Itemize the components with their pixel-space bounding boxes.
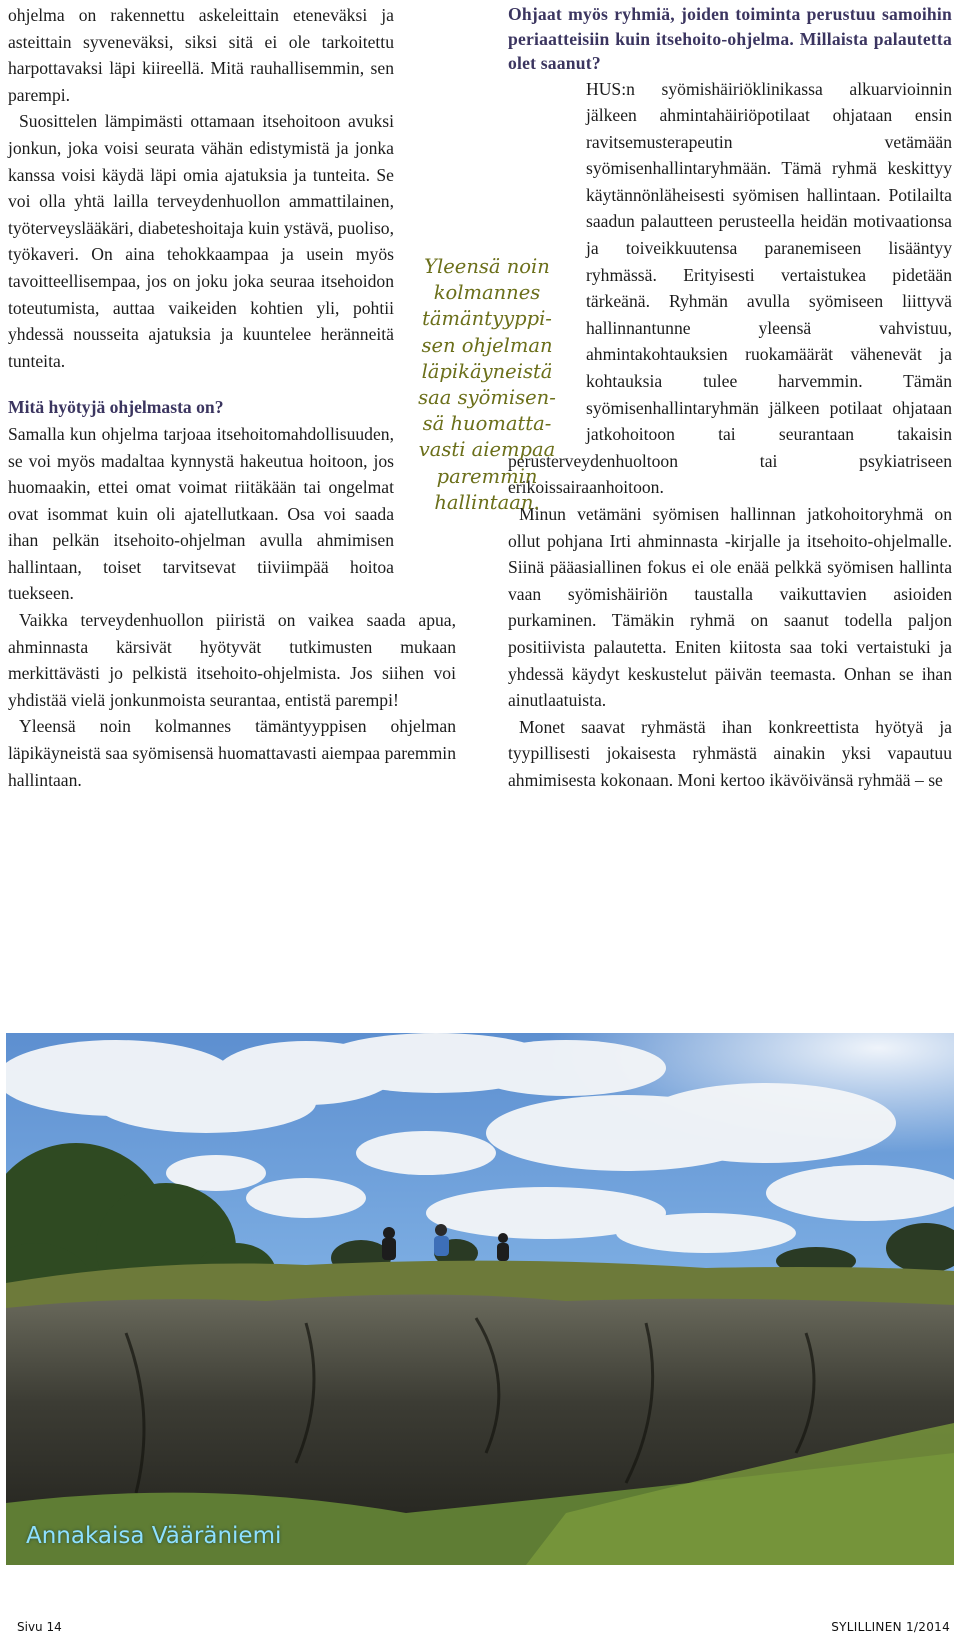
pull-quote-line: tämäntyyppi- [422,307,552,331]
page-number: Sivu 14 [17,1620,62,1634]
pull-quote-line: läpikäyneistä [421,359,553,383]
right-paragraph-3: Monet saavat ryhmästä ihan konkreettista hyötyä ja tyypillisesti jokaisesta ryhmästä ainakin yksi vapautuu ahmimisesta kokonaan. Moni kertoo ikävöivänsä ryhmää – se [508,716,952,790]
pull-quote-line: vasti aiempaa [418,438,556,462]
section-heading-groups: Ohjaat myös ryhmiä, joiden toiminta perustuu samoihin periaatteisiin kuin itsehoito-ohjelma. Millaista palautetta olet saanut? [508,4,952,73]
issue-label: SYLILLINEN 1/2014 [831,1620,950,1634]
right-column [508,2,952,794]
landscape-photo [6,1033,954,1565]
left-paragraph-5: Yleensä noin kolmannes tämäntyyppisen ohjelman läpikäyneistä saa syömisensä huomattavasti aiempaa paremmin hallintaan. [8,716,456,790]
pull-quote-line: paremmin [436,464,538,488]
section-heading-benefits: Mitä hyötyjä ohjelmasta on? [8,397,224,418]
right-paragraph-2: Minun vetämäni syömisen hallinnan jatkohoitoryhmä on ollut pohjana Irti ahminnasta -kirjalle ja itsehoito-ohjelmalle. Siinä pääasiallinen fokus ei ole enää pelkkä syömisen hallinta vaan syömishäiriön taustalla vaikuttavien asioiden purkaminen. Tämäkin ryhmä on saanut todella paljon positiivista palautetta. Eniten kiitosta saa toki vertaistuki ja yhdessä käydyt keskustelut päivän teemasta. Onhan se ihan ainutlaatuista. [508,504,952,711]
pull-quote-line: saa syömisen- [418,386,556,410]
pull-quote-line: sä huomatta- [422,412,552,436]
pull-quote-line: Yleensä noin [424,255,550,278]
photo-credit: Annakaisa Vääräniemi [26,1523,282,1549]
left-paragraph-2: Suosittelen lämpimästi ottamaan itsehoitoon avuksi jonkun, joka voisi seurata vähän edistymistä ja jonka kanssa voisi käydä läpi omia ajatuksia ja tunteita. Se voi olla yhtä lailla terveydenhuollon ammattilainen, työterveyslääkäri, diabeteshoitaja kuin ystävä, puoliso, työkaveri. On aina tehokkaampaa ja usein myös tavoitteellisempaa, jos on joku joka seuraa itsehoidon toteutumista, auttaa vaikeiden kohtien yli, pohtii yhdessä nousseita ajatuksia ja kuuntelee heränneitä tunteita. [8,111,394,371]
rocky-hill-photo-illustration [6,1033,954,1565]
pull-quote-line: kolmannes [433,281,541,305]
pull-quote-line: hallintaan. [434,490,540,514]
left-paragraph-1: ohjelma on rakennettu askeleittain eteneväksi ja asteittain syveneväksi, siksi sitä ei ole tarkoitettu harpottavaksi läpi kiireellä. Mitä rauhallisemmin, sen parempi. [8,5,394,105]
left-paragraph-4: Vaikka terveydenhuollon piiristä on vaikea saada apua, ahminnasta kärsivät hyötyvät tutkimusten mukaan merkittävästi jo pelkistä itsehoito-ohjelmista. Jos siihen voi yhdistää vielä jonkunmoista seurantaa, entistä parempi! [8,610,456,710]
left-paragraph-3: Samalla kun ohjelma tarjoaa itsehoitomahdollisuuden, se voi myös madaltaa kynnystä hakeutua hoitoon, jos huomaakin, ettei omat voimat riitäkään tai ongelmat ovat isommat kuin oli ajatellutkaan. Osa voi saada ihan pelkän itsehoito-ohjelman avulla ahmimisen hallintaan, toiset tarvitsevat tiiviimpää hoitoa tuekseen. [8,423,394,604]
left-column [8,2,456,793]
pull-quote [402,254,572,516]
right-paragraph-1: HUS:n syömishäiriöklinikassa alkuarvioinnin jälkeen ahmintahäiriöpotilaat ohjataan ensin ravitsemusterapeutin vetämään syömisenhallintaryhmään. Tämä ryhmä keskittyy käytännönläheisesti syömisen hallintaan. Potilailta saadun palautteen perusteella heidän motivaationsa ja toiveikkuutensa paranemiseen lisääntyy ryhmässä. Erityisesti vertaistukea pidetään tärkeänä. Ryhmän avulla syömiseen liittyvä hallinnantunne yleensä vahvistuu, ahmintakohtauksien ruokamäärät vähenevät ja kohtauksia tulee harvemmin. Tämän syömisenhallintaryhmän jälkeen potilaat ohjataan jatkohoitoon tai seurantaan takaisin perusterveydenhuoltoon tai psykiatriseen erikoissairaanhoitoon. [508,78,952,498]
pull-quote-line: sen ohjelman [421,333,553,357]
